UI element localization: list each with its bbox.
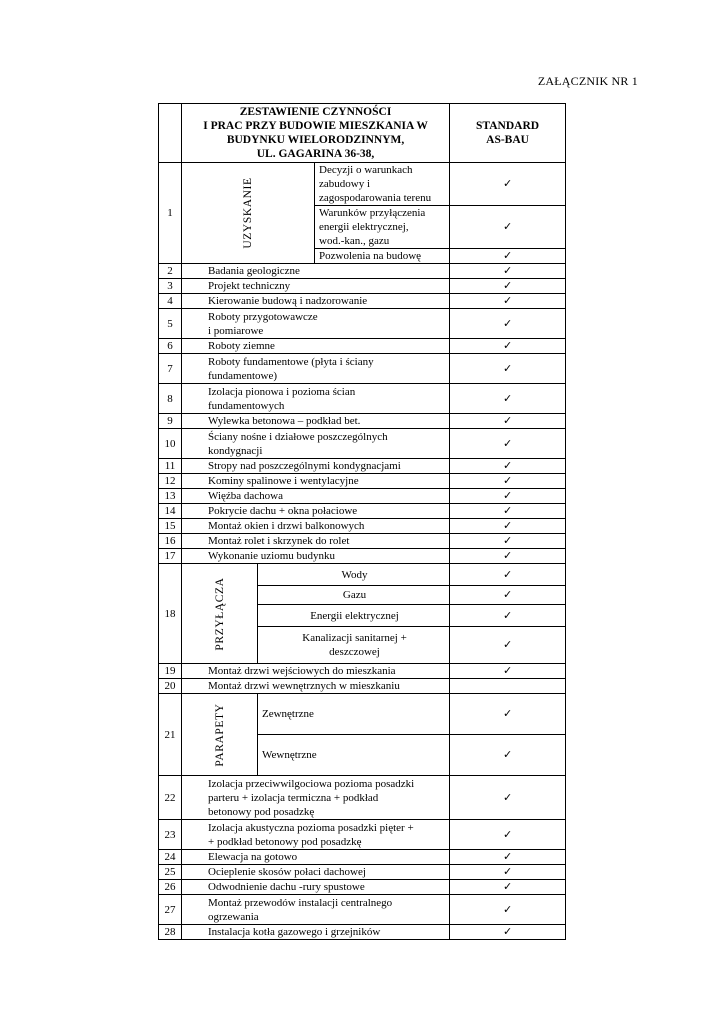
table-row — [159, 519, 566, 534]
row-number: 3 — [159, 279, 182, 294]
checkmark-icon: ✓ — [450, 865, 566, 880]
cell-text-line: Izolacja akustyczna pozioma posadzki pięter + — [208, 821, 414, 834]
row-number: 16 — [159, 534, 182, 549]
row-number: 19 — [159, 664, 182, 679]
cell-text-line: betonowy pod posadzkę — [208, 805, 315, 818]
cell-text-line: zabudowy i — [319, 178, 371, 190]
checkmark-icon: ✓ — [450, 264, 566, 279]
checkmark-icon: ✓ — [450, 820, 566, 850]
table-row — [159, 339, 566, 354]
work-description — [182, 895, 450, 925]
group-item — [258, 586, 450, 605]
checkmark-icon — [450, 679, 566, 694]
row-number: 24 — [159, 850, 182, 865]
cell-text-line: Wykonanie uziomu budynku — [208, 550, 336, 562]
work-description — [182, 459, 450, 474]
work-description — [182, 339, 450, 354]
cell-text-line: Zewnętrzne — [262, 708, 314, 720]
standard-header — [450, 104, 566, 163]
group-label-cell — [182, 163, 315, 264]
cell-text-line: ogrzewania — [208, 910, 259, 923]
group-item — [315, 163, 450, 206]
checkmark-icon: ✓ — [450, 564, 566, 586]
cell-text-line: Roboty fundamentowe (płyta i ściany — [208, 355, 374, 368]
table-title-line: ZESTAWIENIE CZYNNOŚCI — [239, 106, 392, 118]
row-number: 25 — [159, 865, 182, 880]
table-row — [159, 865, 566, 880]
work-description — [182, 776, 450, 820]
cell-text-line: wod.-kan., gazu — [319, 235, 390, 247]
work-description — [182, 504, 450, 519]
checkmark-icon: ✓ — [450, 735, 566, 776]
checkmark-icon: ✓ — [450, 429, 566, 459]
row-number: 14 — [159, 504, 182, 519]
work-description — [182, 519, 450, 534]
group-item — [258, 605, 450, 627]
row-number: 22 — [159, 776, 182, 820]
row-number: 17 — [159, 549, 182, 564]
standard-header-line: STANDARD — [476, 120, 540, 132]
cell-text-line: Energii elektrycznej — [310, 609, 399, 622]
cell-text-line: Gazu — [342, 589, 367, 601]
checkmark-icon: ✓ — [450, 776, 566, 820]
checkmark-icon: ✓ — [450, 519, 566, 534]
table-row — [159, 895, 566, 925]
checkmark-icon: ✓ — [450, 880, 566, 895]
cell-text-line: Kanalizacji sanitarnej + — [302, 632, 407, 644]
cell-text-line: Badania geologiczne — [208, 265, 300, 277]
table-title-line: UL. GAGARINA 36-38, — [256, 148, 375, 160]
group-item — [315, 206, 450, 249]
table-row — [159, 664, 566, 679]
row-number: 2 — [159, 264, 182, 279]
table-row — [159, 820, 566, 850]
row-number: 18 — [159, 564, 182, 664]
row-number: 23 — [159, 820, 182, 850]
checkmark-icon: ✓ — [450, 586, 566, 605]
checkmark-icon: ✓ — [450, 489, 566, 504]
row-number: 1 — [159, 163, 182, 264]
cell-text-line: Montaż rolet i skrzynek do rolet — [208, 535, 350, 547]
cell-text-line: + podkład betonowy pod posadzkę — [208, 835, 362, 848]
table-row — [159, 414, 566, 429]
work-description — [182, 354, 450, 384]
table-row — [159, 925, 566, 940]
work-description — [182, 414, 450, 429]
cell-text-line: Warunków przyłączenia — [319, 207, 426, 219]
checkmark-icon: ✓ — [450, 850, 566, 865]
group-label-cell — [182, 694, 258, 776]
cell-text-line: Pozwolenia na budowę — [319, 250, 422, 262]
row-number: 7 — [159, 354, 182, 384]
table-title — [182, 104, 450, 163]
cell-text-line: Pokrycie dachu + okna połaciowe — [208, 505, 358, 517]
checkmark-icon: ✓ — [450, 664, 566, 679]
work-description — [182, 294, 450, 309]
checkmark-icon: ✓ — [450, 895, 566, 925]
checkmark-icon: ✓ — [450, 339, 566, 354]
cell-text-line: Roboty ziemne — [208, 340, 275, 352]
row-number: 8 — [159, 384, 182, 414]
cell-text-line: Ocieplenie skosów połaci dachowej — [208, 866, 366, 878]
cell-text-line: Elewacja na gotowo — [208, 851, 298, 863]
checkmark-icon: ✓ — [450, 474, 566, 489]
row-number: 10 — [159, 429, 182, 459]
cell-text-line: Odwodnienie dachu -rury spustowe — [208, 881, 365, 893]
table-title-line: I PRAC PRZY BUDOWIE MIESZKANIA W — [203, 120, 428, 132]
row-number: 28 — [159, 925, 182, 940]
cell-text-line: Montaż okien i drzwi balkonowych — [208, 520, 365, 532]
cell-text-line: Wylewka betonowa – podkład bet. — [208, 415, 361, 427]
table-row — [159, 354, 566, 384]
cell-text-line: Montaż drzwi wewnętrznych w mieszkaniu — [208, 680, 400, 692]
group-label-cell — [182, 564, 258, 664]
attachment-label: ZAŁĄCZNIK NR 1 — [537, 74, 638, 88]
table-title-line: BUDYNKU WIELORODZINNYM, — [226, 134, 405, 146]
table-row — [159, 474, 566, 489]
work-description — [182, 865, 450, 880]
work-description — [182, 880, 450, 895]
row-number: 27 — [159, 895, 182, 925]
row-number: 11 — [159, 459, 182, 474]
work-description — [182, 489, 450, 504]
row-number: 12 — [159, 474, 182, 489]
row-number: 21 — [159, 694, 182, 776]
group-label: UZYSKANIE — [242, 177, 254, 249]
cell-text-line: Montaż przewodów instalacji centralnego — [208, 896, 393, 909]
work-description — [182, 820, 450, 850]
checkmark-icon: ✓ — [450, 627, 566, 664]
table-row — [159, 880, 566, 895]
checkmark-icon: ✓ — [450, 534, 566, 549]
cell-text-line: kondygnacji — [208, 444, 263, 457]
table-row — [159, 694, 566, 735]
table-row — [159, 679, 566, 694]
table-row — [159, 504, 566, 519]
work-description — [182, 474, 450, 489]
work-description — [182, 664, 450, 679]
group-item — [258, 735, 450, 776]
checkmark-icon: ✓ — [450, 694, 566, 735]
table-row — [159, 564, 566, 586]
group-label: PARAPETY — [213, 702, 226, 767]
work-description — [182, 309, 450, 339]
checkmark-icon: ✓ — [450, 605, 566, 627]
cell-text-line: zagospodarowania terenu — [319, 192, 432, 204]
cell-text-line: Wewnętrzne — [262, 749, 317, 761]
cell-text-line: fundamentowych — [208, 399, 285, 412]
row-number: 15 — [159, 519, 182, 534]
cell-text-line: Instalacja kotła gazowego i grzejników — [208, 926, 381, 938]
row-number: 9 — [159, 414, 182, 429]
table-row — [159, 459, 566, 474]
cell-text-line: Kierowanie budową i nadzorowanie — [208, 295, 368, 307]
checkmark-icon: ✓ — [450, 294, 566, 309]
row-number: 5 — [159, 309, 182, 339]
cell-text-line: Decyzji o warunkach — [319, 164, 413, 176]
checkmark-icon: ✓ — [450, 279, 566, 294]
cell-text-line: deszczowej — [329, 646, 380, 658]
cell-text-line: Ściany nośne i działowe poszczególnych — [208, 430, 388, 443]
table-row — [159, 549, 566, 564]
checkmark-icon: ✓ — [450, 354, 566, 384]
row-number: 6 — [159, 339, 182, 354]
table-row — [159, 534, 566, 549]
cell-text-line: Projekt techniczny — [208, 280, 291, 292]
table-row — [159, 384, 566, 414]
checkmark-icon: ✓ — [450, 414, 566, 429]
cell-text-line: Kominy spalinowe i wentylacyjne — [208, 475, 359, 487]
table-header-row — [159, 104, 566, 163]
table-row — [159, 489, 566, 504]
work-description — [182, 549, 450, 564]
checkmark-icon: ✓ — [450, 549, 566, 564]
work-description — [182, 850, 450, 865]
cell-text-line: parteru + izolacja termiczna + podkład — [208, 791, 379, 804]
cell-text-line: i pomiarowe — [208, 324, 264, 337]
header-empty-cell — [159, 104, 182, 163]
work-description — [182, 279, 450, 294]
group-item — [258, 694, 450, 735]
checkmark-icon: ✓ — [450, 384, 566, 414]
table-row — [159, 279, 566, 294]
cell-text-line: Więźba dachowa — [208, 490, 283, 502]
table-row — [159, 850, 566, 865]
cell-text-line: energii elektrycznej, — [319, 221, 409, 233]
cell-text-line: fundamentowe) — [208, 369, 278, 382]
checkmark-icon: ✓ — [450, 163, 566, 206]
table-row — [159, 163, 566, 206]
table-row — [159, 309, 566, 339]
group-item — [258, 564, 450, 586]
checkmark-icon: ✓ — [450, 309, 566, 339]
work-description — [182, 264, 450, 279]
checkmark-icon: ✓ — [450, 249, 566, 264]
row-number: 4 — [159, 294, 182, 309]
cell-text-line: Roboty przygotowawcze — [208, 310, 318, 323]
work-description — [182, 384, 450, 414]
cell-text-line: Izolacja przeciwwilgociowa pozioma posadzki — [208, 777, 415, 790]
checkmark-icon: ✓ — [450, 925, 566, 940]
row-number: 26 — [159, 880, 182, 895]
row-number: 13 — [159, 489, 182, 504]
work-description — [182, 925, 450, 940]
row-number: 20 — [159, 679, 182, 694]
cell-text-line: Wody — [341, 568, 368, 581]
table-row — [159, 294, 566, 309]
checkmark-icon: ✓ — [450, 206, 566, 249]
checkmark-icon: ✓ — [450, 504, 566, 519]
standard-header-line: AS-BAU — [486, 134, 529, 146]
cell-text-line: Montaż drzwi wejściowych do mieszkania — [208, 665, 396, 677]
cell-text-line: Izolacja pionowa i pozioma ścian — [208, 385, 356, 398]
group-item — [258, 627, 450, 664]
checkmark-icon: ✓ — [450, 459, 566, 474]
group-label: PRZYŁĄCZA — [213, 576, 226, 651]
table-row — [159, 429, 566, 459]
table-row — [159, 264, 566, 279]
work-description — [182, 429, 450, 459]
group-item — [315, 249, 450, 264]
work-description — [182, 534, 450, 549]
table-row — [159, 776, 566, 820]
work-description — [182, 679, 450, 694]
cell-text-line: Stropy nad poszczególnymi kondygnacjami — [208, 460, 401, 472]
works-table — [158, 103, 566, 940]
